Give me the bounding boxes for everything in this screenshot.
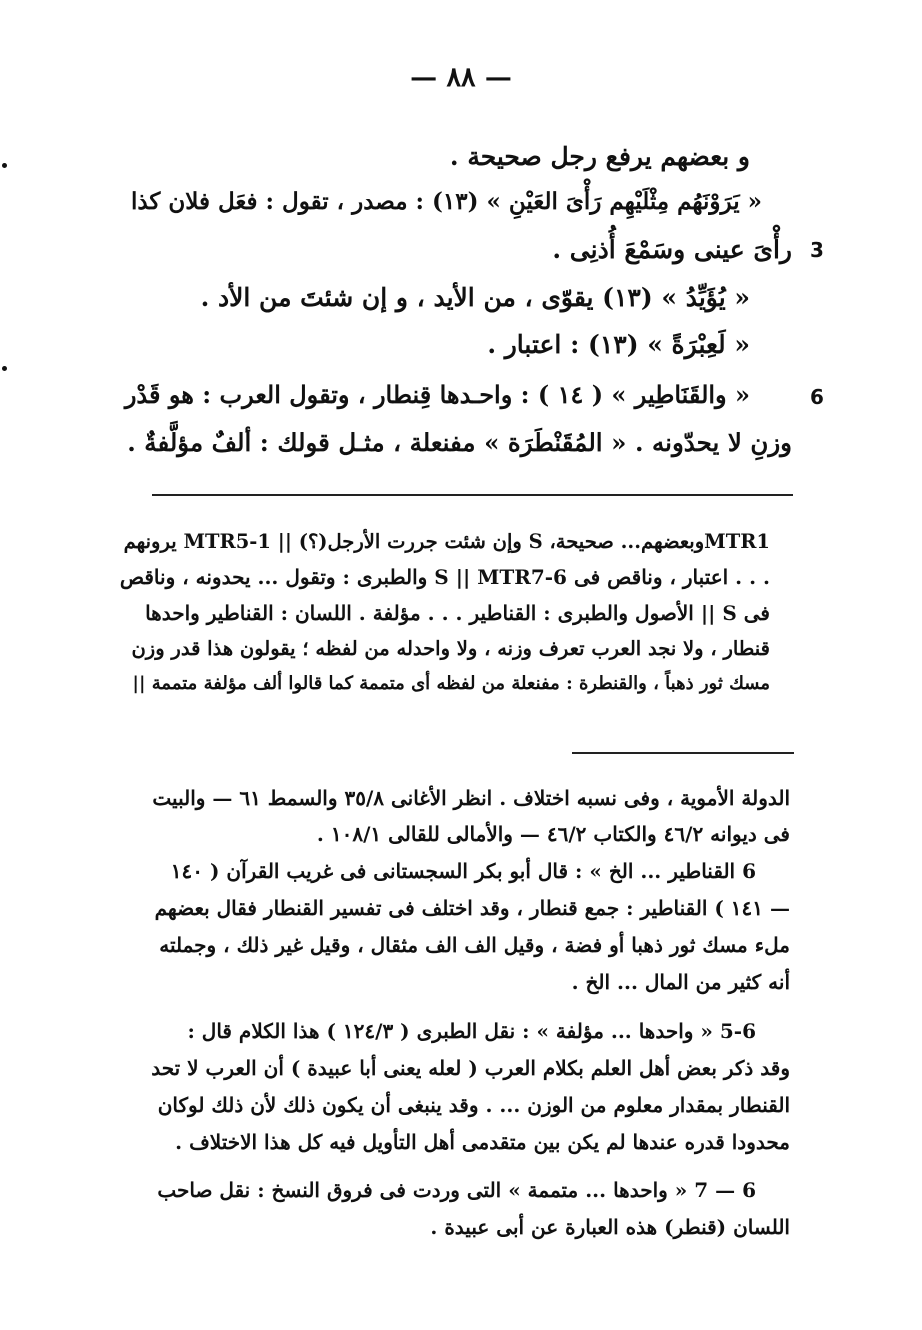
- main-line: « يُؤَيِّدُ » (١٣) يقوّى ، من الأيد ، و إن شئتَ من الأد .: [200, 283, 750, 312]
- commentary-line: اللسان (قنطر) هذه العبارة عن أبى عبيدة .: [430, 1215, 790, 1239]
- variant-line: MTR1وبعضهم... صحيحة، S وإن شئت جررت الأرجل(؟) || MTR5-1 يرونهم: [123, 530, 770, 553]
- commentary-line: — ١٤١ ) القناطير : جمع قنطار ، وقد اختلف فى تفسير القنطار فقال بعضهم: [154, 896, 790, 920]
- divider-rule-short: [572, 752, 794, 754]
- main-line: وزنِ لا يحدّونه . « المُقَنْطَرَة » مفنعلة ، مثـل قولك : ألفٌ مؤلَّفةٌ .: [127, 428, 792, 457]
- commentary-line: 5-6 « واحدها ... مؤلفة » : نقل الطبرى ( ١٢٤/٣ ) هذا الكلام قال :: [187, 1019, 756, 1043]
- commentary-line: محدودا قدره عندها لم يكن بين متقدمى أهل التأويل فيه كل هذا الاختلاف .: [175, 1130, 790, 1154]
- commentary-line: 6 — 7 « واحدها ... متممة » التى وردت فى فروق النسخ : نقل صاحب: [157, 1178, 756, 1202]
- main-line: و بعضهم يرفع رجل صحيحة .: [449, 142, 750, 171]
- commentary-line: القنطار بمقدار معلوم من الوزن ... . وقد ينبغى أن يكون ذلك لأن ذلك لوكان: [157, 1093, 790, 1117]
- main-line: « لَعِبْرَةً » (١٣) : اعتبار .: [487, 330, 750, 359]
- commentary-line: أنه كثير من المال ... الخ .: [571, 970, 790, 994]
- commentary-line: فى ديوانه ٤٦/٢ والكتاب ٤٦/٢ — والأمالى للقالى ١٠٨/١ .: [316, 822, 790, 846]
- margin-line-number-3: 3: [810, 238, 824, 262]
- margin-line-number-6: 6: [810, 385, 824, 409]
- divider-rule: [152, 494, 793, 496]
- margin-dot-middle: [2, 366, 7, 371]
- commentary-line: الدولة الأموية ، وفى نسبه اختلاف . انظر الأغانى ٣٥/٨ والسمط ٦١ — والبيت: [152, 786, 790, 810]
- commentary-line: 6 القناطير ... الخ » : قال أبو بكر السجستانى فى غريب القرآن ( ١٤٠: [170, 859, 756, 883]
- main-line: « يَرَوْنَهُم مِثْلَيْهِم رَأْىَ العَيْنِ » (١٣) : مصدر ، تقول : فعَل فلان كذا: [130, 188, 762, 215]
- commentary-line: ملء مسك ثور ذهبا أو فضة ، وقيل الف الف مثقال ، وقيل غير ذلك ، وجملته: [159, 933, 790, 957]
- variant-line: مسك ثور ذهباً ، والقنطرة : مفنعلة من لفظه أى متممة كما قالوا ألف مؤلفة متممة ||: [132, 673, 770, 694]
- main-line: « والقَنَاطِير » ( ١٤ ) : واحـدها قِنطار ، وتقول العرب : هو قَدْر: [124, 380, 750, 409]
- variant-line: قنطار ، ولا نجد العرب تعرف وزنه ، ولا واحدله من لفظه ؛ يقولون هذا قدر وزن: [131, 637, 770, 660]
- commentary-line: وقد ذكر بعض أهل العلم بكلام العرب ( لعله يعنى أبا عبيدة ) أن العرب لا تحد: [151, 1056, 790, 1080]
- margin-dot-top: [2, 163, 7, 168]
- page-number: — ٨٨ —: [410, 62, 512, 93]
- variant-line: فى S || الأصول والطبرى : القناطير . . . مؤلفة . اللسان : القناطير واحدها: [145, 601, 770, 625]
- main-line: رأْىَ عينى وسَمْعَ أُذنِى .: [552, 235, 792, 264]
- variant-line: . . . اعتبار ، وناقص فى S || MTR7-6 والطبرى : وتقول ... يحدونه ، وناقص: [119, 565, 770, 589]
